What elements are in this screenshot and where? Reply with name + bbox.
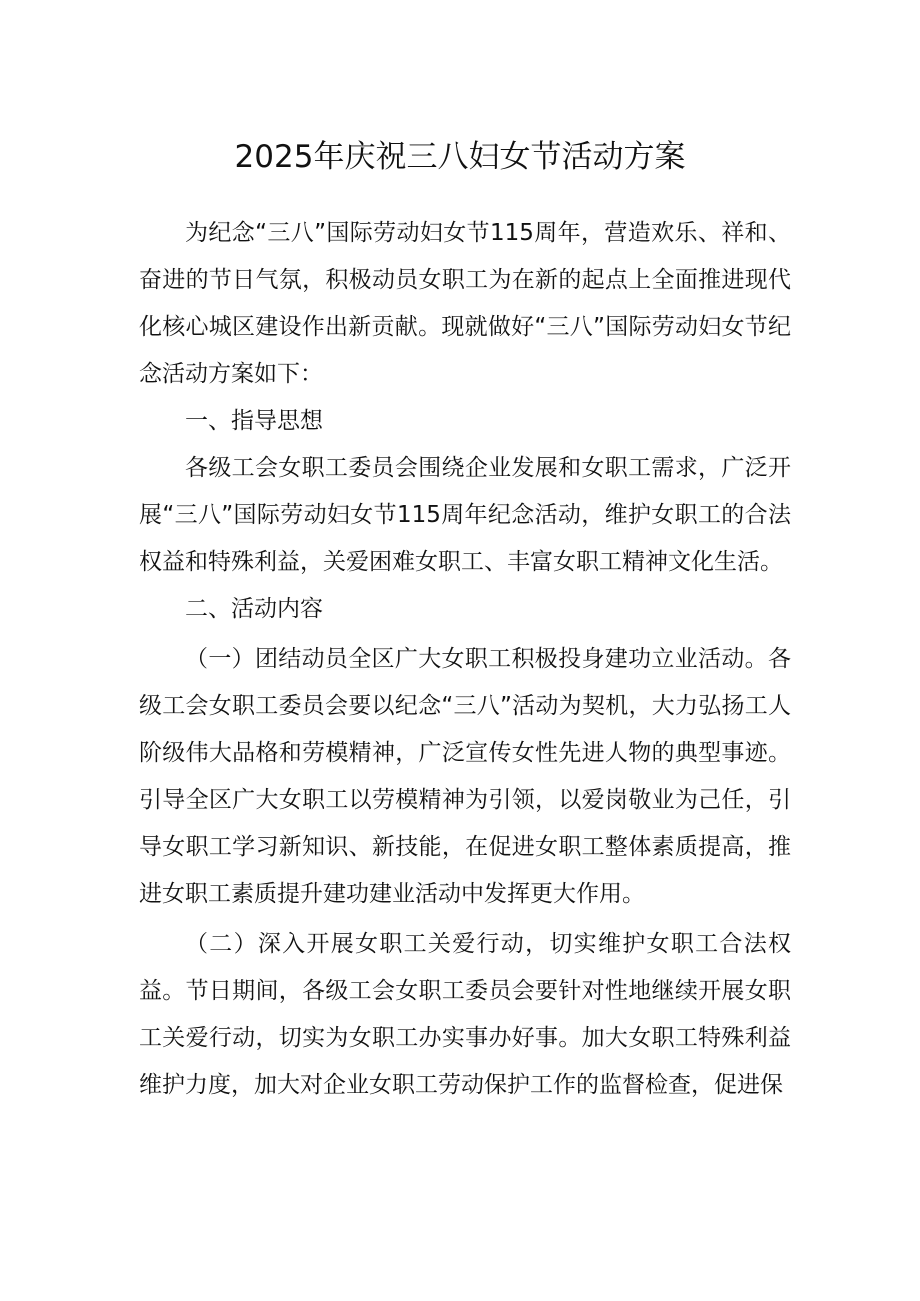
section-heading-guiding-ideology: 一、指导思想 [185,408,323,434]
activity-item-2-paragraph: （二）深入开展女职工关爱行动，切实维护女职工合法权益。节日期间，各级工会女职工委员会要针对性地继续开展女职工关爱行动，切实为女职工办实事办好事。加大女职工特殊利益维护力度，加大对企业女职工劳动保护工作的监督检查，促进保 [139,931,791,1098]
intro-paragraph: 为纪念“三八”国际劳动妇女节115周年，营造欢乐、祥和、奋进的节日气氛，积极动员女职工为在新的起点上全面推进现代化核心城区建设作出新贡献。现就做好“三八”国际劳动妇女节纪念活动方案如下： [139,220,791,387]
activity-item-1-paragraph: （一）团结动员全区广大女职工积极投身建功立业活动。各级工会女职工委员会要以纪念“三八”活动为契机，大力弘扬工人阶级伟大品格和劳模精神，广泛宣传女性先进人物的典型事迹。引导全区广大女职工以劳模精神为引领，以爱岗敬业为己任，引导女职工学习新知识、新技能，在促进女职工整体素质提高，推进女职工素质提升建功建业活动中发挥更大作用。 [139,646,791,907]
guiding-ideology-paragraph: 各级工会女职工委员会围绕企业发展和女职工需求，广泛开展“三八”国际劳动妇女节115周年纪念活动，维护女职工的合法权益和特殊利益，关爱困难女职工、丰富女职工精神文化生活。 [139,455,791,575]
document-body [139,210,791,1109]
section-heading-activity-content: 二、活动内容 [185,596,323,622]
document-title: 2025年庆祝三八妇女节活动方案 [234,138,686,175]
